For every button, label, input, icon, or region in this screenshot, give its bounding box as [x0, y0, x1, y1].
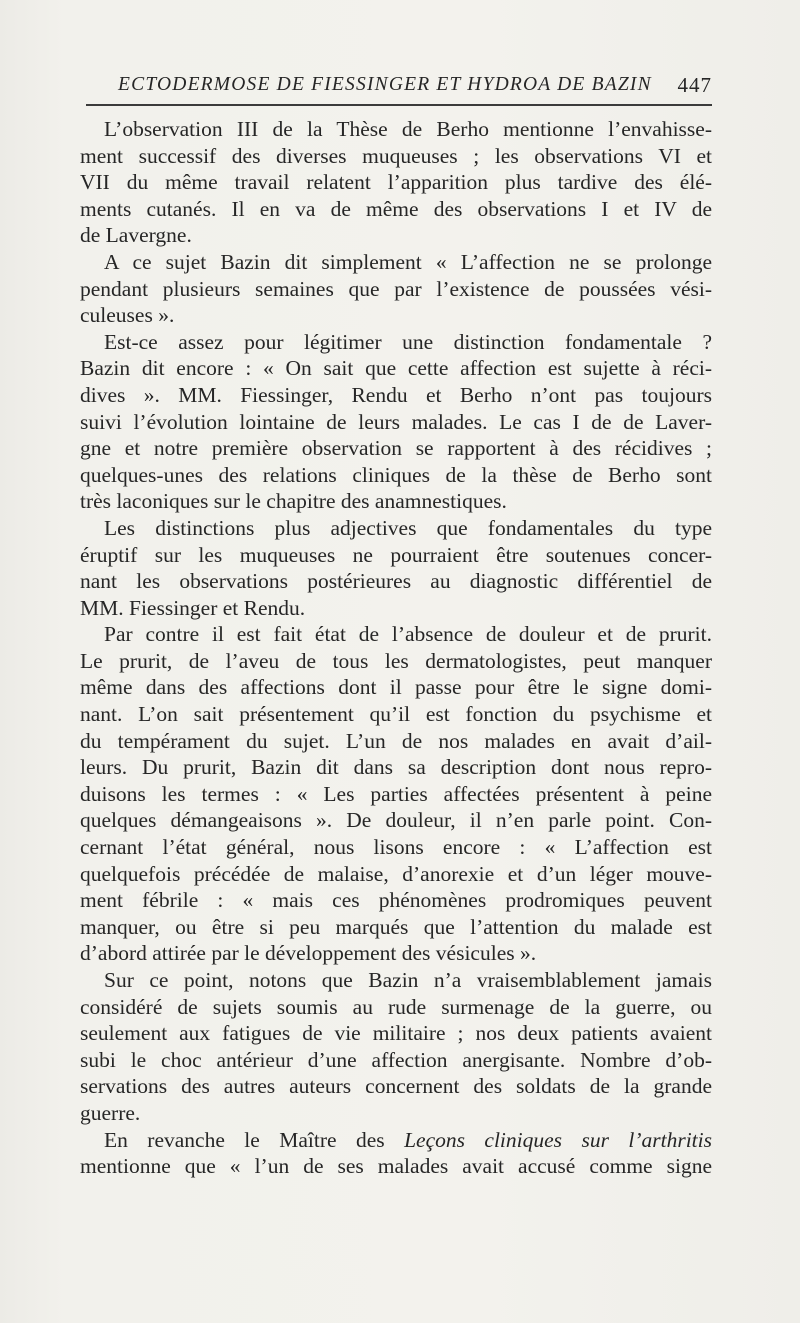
running-title: ECTODERMOSE DE FIESSINGER ET HYDROA DE BAZIN: [118, 74, 652, 95]
text-line: L’observation III de la Thèse de Berho mentionne l’envahisse-: [104, 117, 712, 141]
text-line: seulement aux fatigues de vie militaire ; nos deux patients avaient: [80, 1021, 712, 1046]
text-line: manquer, ou être si peu marqués que l’attention du malade est: [80, 914, 712, 939]
text-line: ments cutanés. Il en va de même des observations I et IV de: [80, 196, 712, 221]
text-line: A ce sujet Bazin dit simplement « L’affection ne se prolonge: [104, 249, 712, 274]
text-line: du tempérament du sujet. L’un de nos malades en avait d’ail-: [80, 728, 712, 753]
text-line: dives ». MM. Fiessinger, Rendu et Berho n’ont pas toujours: [80, 382, 712, 407]
italic-book-title: Leçons cliniques sur l’arthritis: [404, 1127, 712, 1152]
text-line: cernant l’état général, nous lisons encore : « L’affection est: [80, 835, 712, 860]
text-line: d’abord attirée par le développement des vésicules ».: [80, 941, 537, 966]
text-line: nant. L’on sait présentement qu’il est fonction du psychisme et: [80, 702, 712, 727]
text-line: Les distinctions plus adjectives que fondamentales du type: [104, 515, 712, 540]
text-line: guerre.: [80, 1100, 141, 1125]
body-text: [80, 116, 712, 1180]
text-line: très laconiques sur le chapitre des anamnestiques.: [80, 489, 507, 514]
text-line: suivi l’évolution lointaine de leurs malades. Le cas I de de Laver-: [80, 409, 712, 434]
text-line: éruptif sur les muqueuses ne pourraient être soutenues concer-: [80, 542, 712, 567]
text-line: culeuses ».: [80, 303, 175, 328]
header-rule: [86, 104, 712, 106]
text-line: subi le choc antérieur d’une affection anergisante. Nombre d’ob-: [80, 1047, 712, 1072]
text-line: Est-ce assez pour légitimer une distinction fondamentale ?: [104, 329, 712, 354]
text-line: gne et notre première observation se rapportent à des récidives ;: [80, 436, 712, 461]
text-line: Bazin dit encore : « On sait que cette affection est sujette à réci-: [80, 356, 712, 381]
text-line: duisons les termes : « Les parties affectées présentent à peine: [80, 781, 712, 806]
text-line: même dans des affections dont il passe pour être le signe domi-: [80, 675, 712, 700]
text-line: quelques-unes des relations cliniques de la thèse de Berho sont: [80, 462, 712, 487]
text-line: quelques démangeaisons ». De douleur, il n’en parle point. Con-: [80, 808, 712, 833]
text-line: quelquefois précédée de malaise, d’anorexie et d’un léger mouve-: [80, 861, 712, 886]
text-segment: En revanche le Maître des: [104, 1127, 405, 1152]
text-line: VII du même travail relatent l’apparition plus tardive des élé-: [80, 170, 712, 195]
text-line: considéré de sujets soumis au rude surmenage de la guerre, ou: [80, 994, 712, 1019]
text-line: Sur ce point, notons que Bazin n’a vraisemblablement jamais: [104, 968, 712, 992]
page-number: 447: [677, 73, 712, 97]
text-line: pendant plusieurs semaines que par l’existence de poussées vési-: [80, 276, 712, 301]
running-head: [86, 70, 712, 102]
text-line: Le prurit, de l’aveu de tous les dermatologistes, peut manquer: [80, 648, 712, 673]
text-line: nant les observations postérieures au diagnostic différentiel de: [80, 569, 712, 594]
text-line: mentionne que « l’un de ses malades avait accusé comme signe: [80, 1154, 712, 1179]
text-line: de Lavergne.: [80, 223, 192, 248]
text-line: leurs. Du prurit, Bazin dit dans sa description dont nous repro-: [80, 755, 712, 780]
text-line: servations des autres auteurs concernent des soldats de la grande: [80, 1074, 712, 1099]
text-line: ment successif des diverses muqueuses ; les observations VI et: [80, 143, 712, 168]
text-line: MM. Fiessinger et Rendu.: [80, 595, 306, 620]
text-line: [80, 1127, 712, 1154]
text-line: ment fébrile : « mais ces phénomènes prodromiques peuvent: [80, 888, 712, 913]
text-line: Par contre il est fait état de l’absence de douleur et de prurit.: [104, 622, 712, 647]
